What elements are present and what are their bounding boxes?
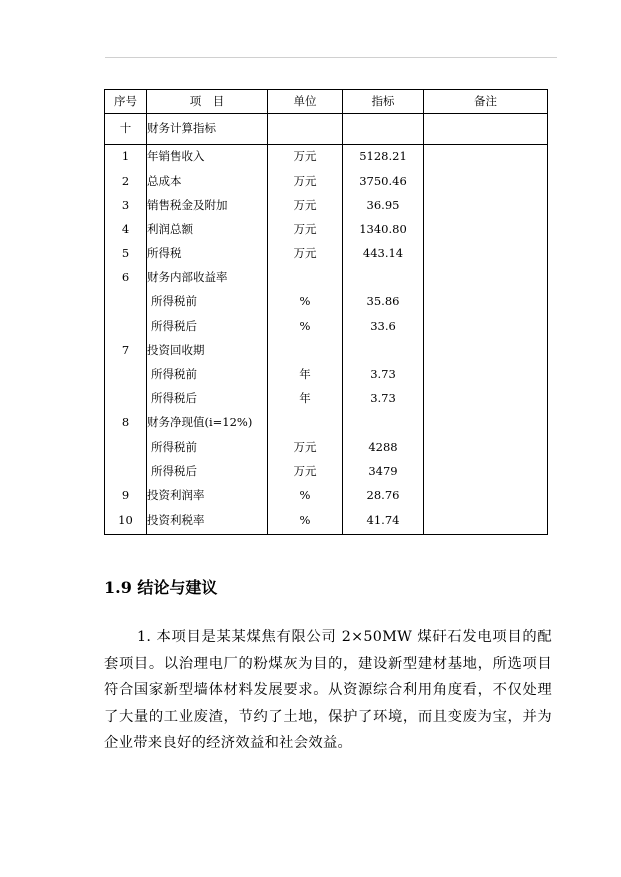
row-num: 3	[105, 193, 147, 217]
row-value: 33.6	[343, 314, 424, 338]
row-remark	[424, 508, 548, 535]
row-value: 1340.80	[343, 218, 424, 242]
row-unit: 年	[268, 387, 343, 411]
header-item: 项 目	[147, 90, 268, 114]
row-value: 3750.46	[343, 169, 424, 193]
table-row	[105, 218, 548, 242]
table-row	[105, 242, 548, 266]
row-num: 4	[105, 218, 147, 242]
row-value	[343, 411, 424, 435]
row-remark	[424, 314, 548, 338]
row-num	[105, 459, 147, 483]
row-remark	[424, 484, 548, 508]
table-row	[105, 363, 548, 387]
row-value: 28.76	[343, 484, 424, 508]
table-row	[105, 387, 548, 411]
header-serial: 序号	[105, 90, 147, 114]
row-remark	[424, 218, 548, 242]
section-row	[105, 114, 548, 145]
row-unit: 万元	[268, 169, 343, 193]
row-unit: 万元	[268, 218, 343, 242]
table-row	[105, 290, 548, 314]
row-remark	[424, 145, 548, 170]
section-value-cell	[343, 114, 424, 145]
section-name: 财务计算指标	[147, 114, 268, 145]
table-row	[105, 435, 548, 459]
table-row	[105, 314, 548, 338]
row-num: 6	[105, 266, 147, 290]
row-value: 4288	[343, 435, 424, 459]
row-value: 41.74	[343, 508, 424, 535]
row-item: 财务净现值(i=12%)	[147, 411, 268, 435]
section-remark-cell	[424, 114, 548, 145]
table-row	[105, 193, 548, 217]
row-unit: 万元	[268, 435, 343, 459]
row-remark	[424, 266, 548, 290]
section-num: 十	[105, 114, 147, 145]
row-unit: %	[268, 508, 343, 535]
header-unit: 单位	[268, 90, 343, 114]
row-item: 投资利税率	[147, 508, 268, 535]
row-unit	[268, 339, 343, 363]
row-item: 所得税	[147, 242, 268, 266]
row-value: 35.86	[343, 290, 424, 314]
header-remark: 备注	[424, 90, 548, 114]
section-unit-cell	[268, 114, 343, 145]
row-remark	[424, 290, 548, 314]
table-row	[105, 266, 548, 290]
financial-indicators-table	[104, 89, 548, 535]
row-remark	[424, 363, 548, 387]
row-unit: 万元	[268, 459, 343, 483]
row-item: 所得税后	[147, 314, 268, 338]
section-title: 1.9 结论与建议	[104, 578, 218, 597]
row-unit: %	[268, 314, 343, 338]
row-item: 所得税后	[147, 387, 268, 411]
row-num: 7	[105, 339, 147, 363]
row-num: 2	[105, 169, 147, 193]
row-item: 投资利润率	[147, 484, 268, 508]
row-remark	[424, 459, 548, 483]
row-value	[343, 339, 424, 363]
row-remark	[424, 242, 548, 266]
row-value: 3.73	[343, 387, 424, 411]
row-value: 3.73	[343, 363, 424, 387]
row-item: 利润总额	[147, 218, 268, 242]
row-num	[105, 363, 147, 387]
row-item: 投资回收期	[147, 339, 268, 363]
table-row	[105, 484, 548, 508]
row-item: 总成本	[147, 169, 268, 193]
row-unit: 年	[268, 363, 343, 387]
row-unit: 万元	[268, 242, 343, 266]
row-num	[105, 435, 147, 459]
row-remark	[424, 193, 548, 217]
row-item: 所得税前	[147, 435, 268, 459]
row-value	[343, 266, 424, 290]
row-unit	[268, 266, 343, 290]
row-unit	[268, 411, 343, 435]
row-remark	[424, 411, 548, 435]
row-unit: %	[268, 290, 343, 314]
row-remark	[424, 169, 548, 193]
row-num: 5	[105, 242, 147, 266]
row-item: 销售税金及附加	[147, 193, 268, 217]
conclusion-paragraph	[104, 624, 552, 757]
row-remark	[424, 387, 548, 411]
row-item: 所得税后	[147, 459, 268, 483]
row-num: 10	[105, 508, 147, 535]
page-header-rule	[105, 57, 557, 58]
row-remark	[424, 435, 548, 459]
row-item: 财务内部收益率	[147, 266, 268, 290]
row-num: 9	[105, 484, 147, 508]
row-value: 443.14	[343, 242, 424, 266]
row-unit: 万元	[268, 145, 343, 170]
row-value: 3479	[343, 459, 424, 483]
row-num: 1	[105, 145, 147, 170]
paragraph-text: 1. 本项目是某某煤焦有限公司 2×50MW 煤矸石发电项目的配套项目。以治理电厂的粉煤灰为目的，建设新型建材基地，所选项目符合国家新型墙体材料发展要求。从资源综合利用角度看，不仅处理了大量的工业废渣，节约了土地，保护了环境，而且变废为宝，并为企业带来良好的经济效益和社会效益。	[104, 629, 552, 751]
row-value: 36.95	[343, 193, 424, 217]
row-item: 所得税前	[147, 290, 268, 314]
row-unit: 万元	[268, 193, 343, 217]
row-item: 所得税前	[147, 363, 268, 387]
row-value: 5128.21	[343, 145, 424, 170]
row-remark	[424, 339, 548, 363]
header-indicator: 指标	[343, 90, 424, 114]
table-row	[105, 339, 548, 363]
row-num	[105, 290, 147, 314]
row-unit: %	[268, 484, 343, 508]
row-item: 年销售收入	[147, 145, 268, 170]
row-num	[105, 314, 147, 338]
table-row	[105, 169, 548, 193]
table-row	[105, 145, 548, 170]
table-row	[105, 508, 548, 535]
row-num	[105, 387, 147, 411]
table-row	[105, 459, 548, 483]
table-row	[105, 411, 548, 435]
table-header-row	[105, 90, 548, 114]
row-num: 8	[105, 411, 147, 435]
